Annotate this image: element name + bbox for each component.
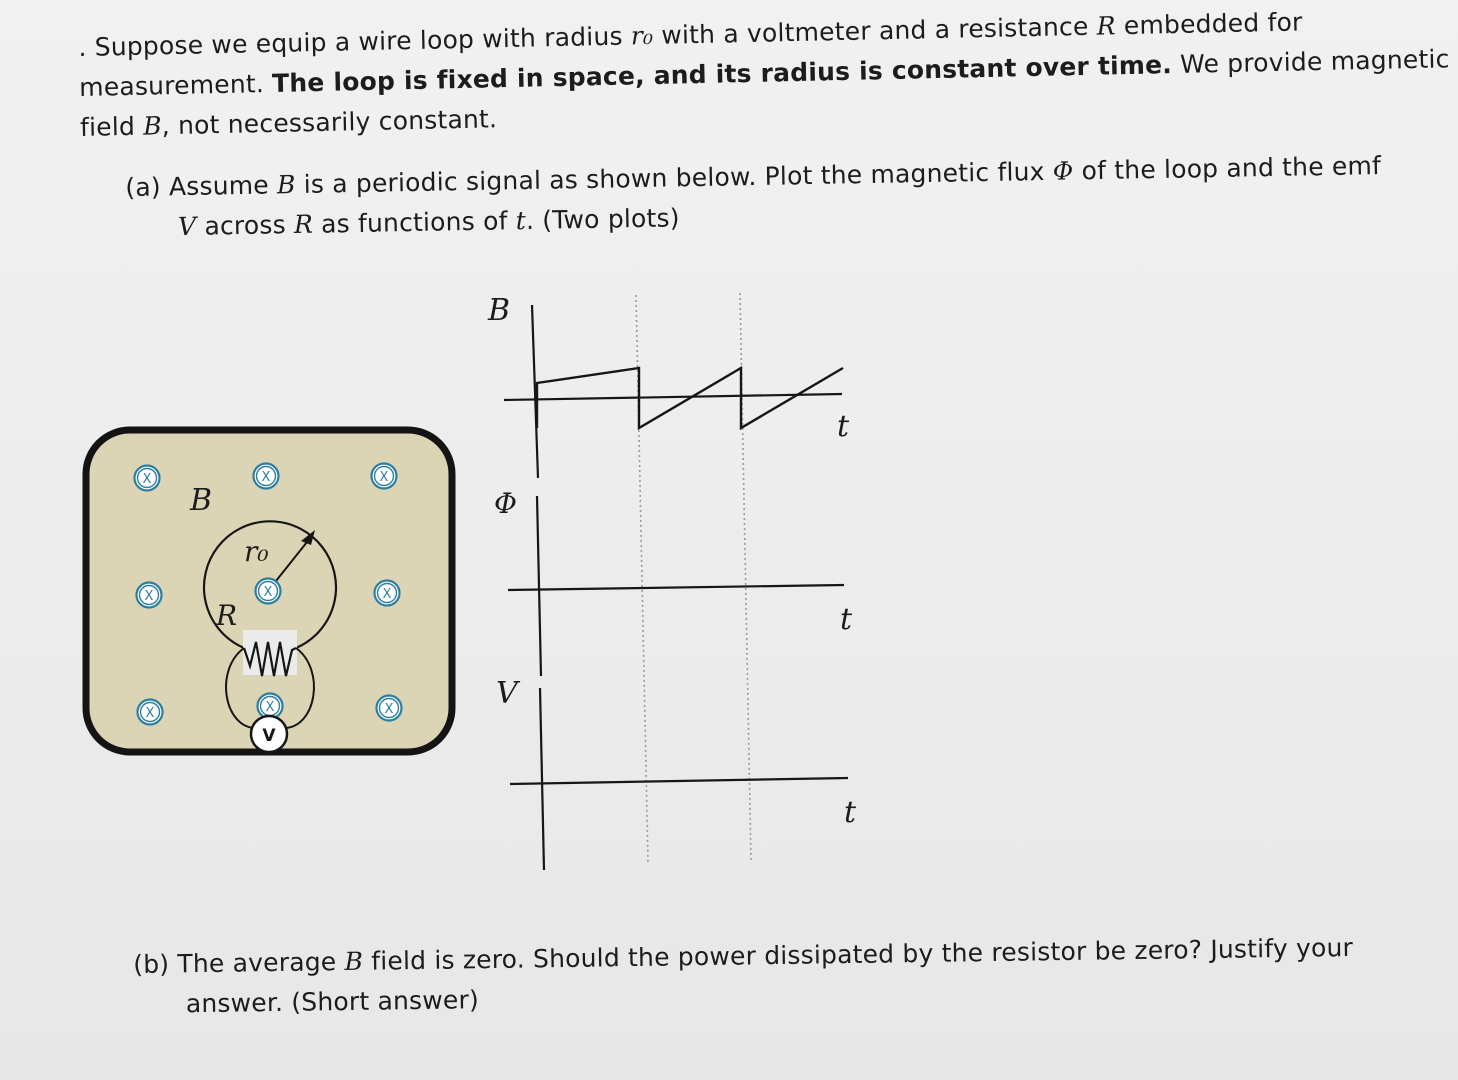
graphs xyxy=(487,293,857,870)
field-into-page-icon xyxy=(254,464,279,489)
v-time-axis xyxy=(510,778,848,784)
part-b-text-1: The average xyxy=(177,947,345,979)
part-b-label: (b) xyxy=(133,949,170,979)
part-b-question xyxy=(133,928,1354,1025)
svg-text:X: X xyxy=(265,700,275,715)
part-b-B: B xyxy=(344,946,364,977)
part-a-text-1: Assume xyxy=(168,170,278,202)
svg-text:X: X xyxy=(144,589,154,604)
part-b-text-3: answer. (Short answer) xyxy=(185,985,480,1019)
phi-axis-label: Φ xyxy=(494,487,517,520)
b-axis-label: B xyxy=(488,293,511,328)
intro-text-3: embedded for xyxy=(1115,7,1303,41)
svg-text:X: X xyxy=(145,706,155,721)
field-symbol: B xyxy=(142,111,163,141)
svg-text:X: X xyxy=(382,587,392,602)
part-a-text-3: of the loop and the emf xyxy=(1073,151,1382,186)
v-t-label: t xyxy=(844,795,857,830)
field-into-page-icon xyxy=(375,581,400,606)
b-t-label: t xyxy=(837,409,850,444)
svg-text:X: X xyxy=(261,470,271,485)
part-a-label: (a) xyxy=(125,172,162,202)
v-vertical-axis xyxy=(540,688,544,870)
part-a-V: V xyxy=(177,211,197,242)
field-label: B xyxy=(190,483,213,518)
phi-vertical-axis xyxy=(537,496,541,676)
field-into-page-icon xyxy=(377,696,402,721)
svg-text:X: X xyxy=(263,585,273,600)
field-into-page-icon xyxy=(258,694,283,719)
field-into-page-icon xyxy=(137,583,162,608)
part-a-B: B xyxy=(276,170,296,200)
resistor-label: R xyxy=(216,599,238,632)
part-a-Phi: Φ xyxy=(1052,156,1074,186)
intro-text-5: We provide magnetic xyxy=(1171,44,1450,80)
intro-text-7: , not necessarily constant. xyxy=(161,104,498,141)
field-into-page-icon xyxy=(138,700,163,725)
intro-text-4: measurement. xyxy=(78,68,273,102)
part-a-R: R xyxy=(293,209,314,240)
part-a-text-2: is a periodic signal as shown below. Plot the magnetic flux xyxy=(295,156,1054,200)
field-into-page-icon xyxy=(372,464,397,489)
svg-text:X: X xyxy=(379,470,389,485)
phi-t-label: t xyxy=(840,602,853,637)
svg-text:X: X xyxy=(142,472,152,487)
radius-symbol: r₀ xyxy=(630,20,654,51)
intro-text-6: field xyxy=(79,111,144,142)
intro-bold-statement: The loop is fixed in space, and its radius is constant over time. xyxy=(271,50,1173,98)
svg-text:X: X xyxy=(384,702,394,717)
field-into-page-icon xyxy=(135,466,160,491)
magnetic-field-diagram xyxy=(86,430,452,752)
v-axis-label: V xyxy=(496,676,518,711)
intro-text-2: with a voltmeter and a resistance xyxy=(652,11,1097,50)
phi-time-axis xyxy=(508,585,844,590)
resistance-symbol: R xyxy=(1096,11,1116,41)
part-a-text-6: . (Two plots) xyxy=(525,203,680,236)
part-a-text-5: as functions of xyxy=(312,206,516,239)
voltmeter-label: V xyxy=(262,726,276,746)
part-b-text-2: field is zero. Should the power dissipated by the resistor be zero? Justify your xyxy=(362,932,1354,976)
part-a-t: t xyxy=(515,206,527,236)
field-into-page-icon xyxy=(256,579,281,604)
part-a-text-4: across xyxy=(196,210,295,241)
radius-label: r₀ xyxy=(244,535,269,568)
intro-text-1: . Suppose we equip a wire loop with radius xyxy=(78,21,632,62)
